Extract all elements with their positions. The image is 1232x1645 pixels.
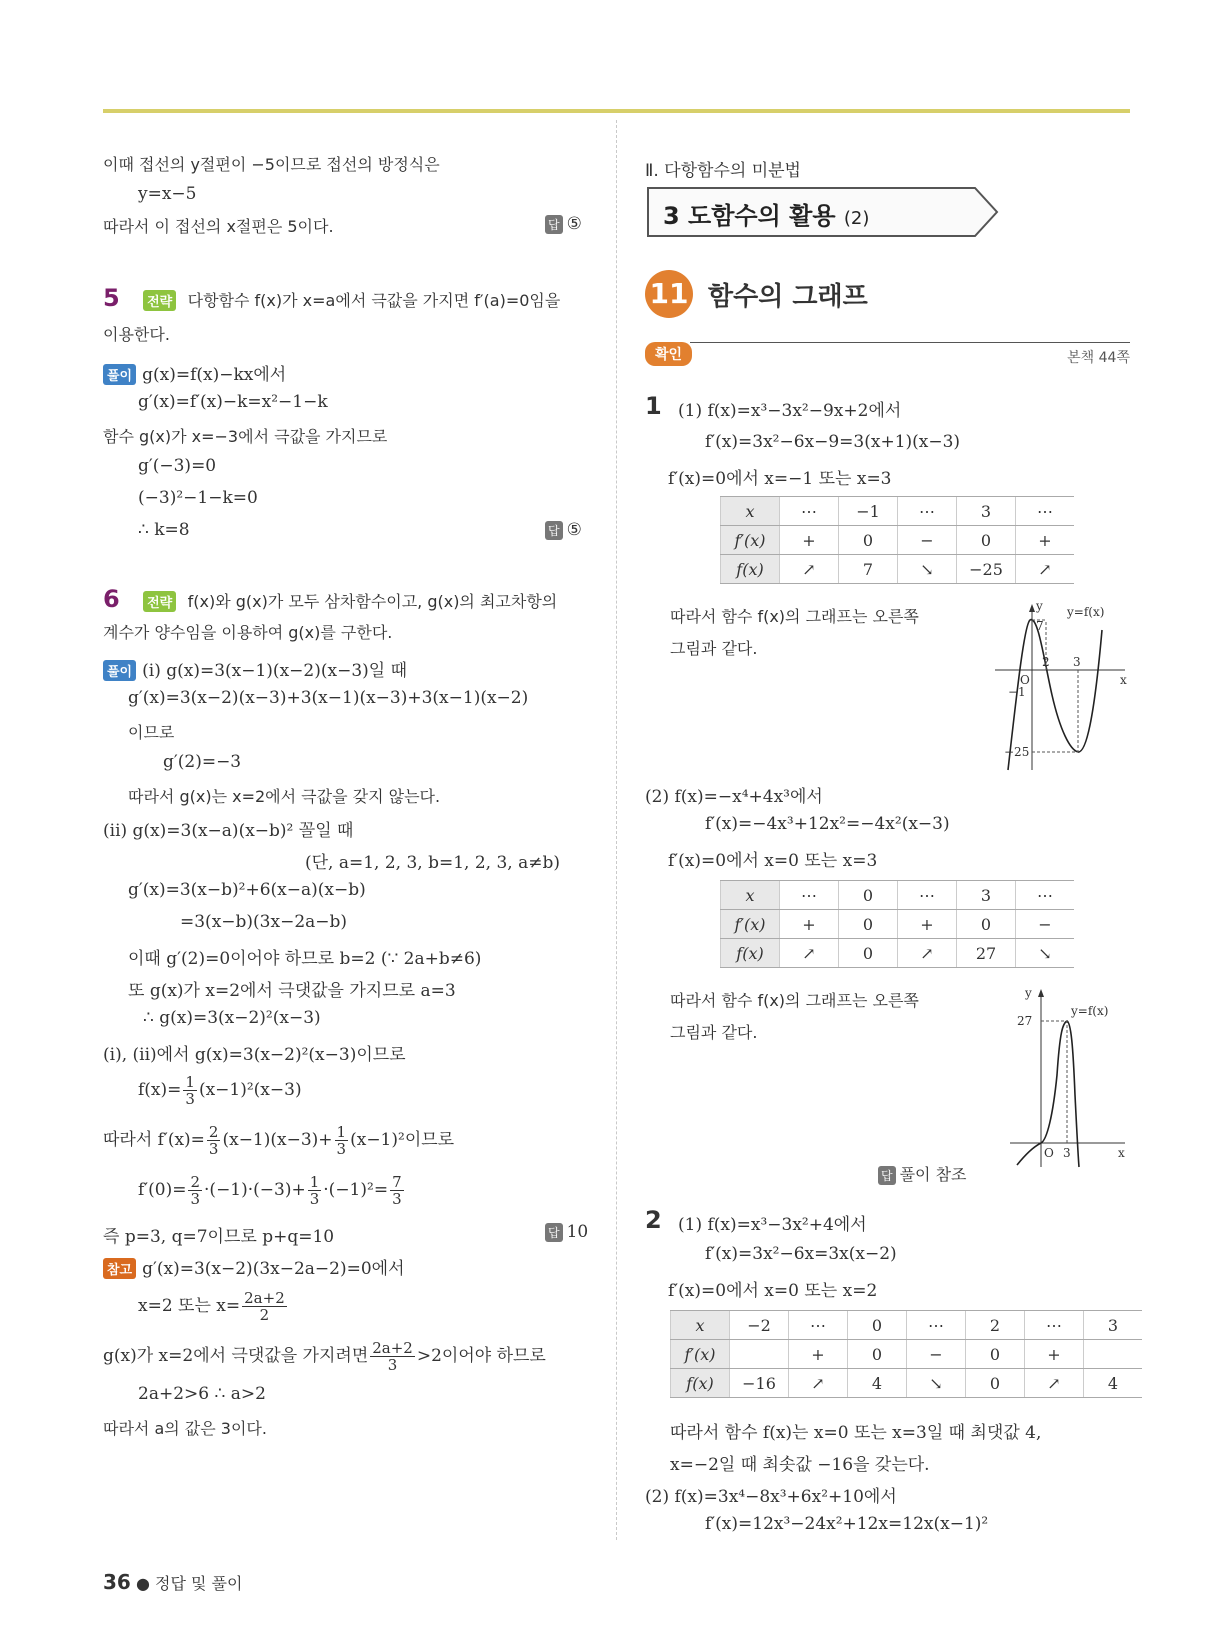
value-label: −1 [1008,685,1026,699]
table-cell: 0 [848,1340,907,1369]
table-cell: ↗ [1016,555,1075,584]
solution-line: (ii) g(x)=3(x−a)(x−b)² 꼴일 때 [103,821,354,841]
value-label: −25 [1004,745,1030,759]
table-cell: −25 [957,555,1016,584]
answer-label: 답 [878,1166,896,1185]
y-label: y [1025,986,1032,1000]
solution-text: (i) g(x)=3(x−1)(x−2)(x−3)일 때 [142,661,408,681]
table-cell: x [721,497,780,526]
solution-line: 이므로 [128,723,175,742]
solution-line: g′(2)=−3 [163,752,242,772]
table-cell: 0 [957,910,1016,939]
fprime-expression [103,1124,454,1157]
value-label: 3 [1073,655,1081,669]
problem-number: 6 [103,585,120,613]
answer-mark [545,214,582,234]
solution-line: (2) f(x)=−x⁴+4x³에서 [645,787,823,807]
answer-mark [545,1222,588,1242]
fraction [188,1174,202,1207]
table-cell: 0 [966,1340,1025,1369]
expr-part: (x−1)(x−3)+ [222,1130,333,1150]
fraction [242,1290,287,1323]
topic-number: 11 [645,270,693,318]
table-cell: ↘ [1016,939,1075,968]
table-cell: x [721,881,780,910]
table-cell: ⋯ [789,1311,848,1340]
solution-line: ∴ k=8 [138,520,190,540]
table-cell: 3 [957,881,1016,910]
solution-line: ∴ g(x)=3(x−2)²(x−3) [143,1008,321,1028]
y-label: y [1036,600,1043,613]
section-title-text: 3 도함수의 활용 [663,202,836,230]
denominator: 3 [190,1190,201,1208]
table-cell [730,1340,789,1369]
numerator: 2a+2 [244,1289,285,1307]
expr-part: >2이어야 하므로 [416,1346,546,1366]
table-cell: ↘ [898,555,957,584]
table-cell: ↘ [907,1369,966,1398]
section-title [663,196,869,231]
table-row [671,1311,1143,1340]
table-cell: 27 [957,939,1016,968]
numerator: 2a+2 [372,1339,413,1357]
table-cell: + [1025,1340,1084,1369]
table-cell: ⋯ [1025,1311,1084,1340]
table-cell: f′(x) [721,526,780,555]
column-divider [616,120,617,1540]
solution-line: (1) f(x)=x³−3x²−9x+2에서 [678,401,902,421]
table-cell: ⋯ [1016,497,1075,526]
table-row [721,910,1075,939]
solution-line: 함수 g(x)가 x=−3에서 극값을 가지므로 [103,427,388,446]
table-row [721,555,1075,584]
solution-line: 이때 g′(2)=0이어야 하므로 b=2 (∵ 2a+b≠6) [128,949,482,969]
answer-value: 풀이 참조 [899,1165,967,1184]
denominator: 3 [185,1090,195,1108]
section-subtitle: (2) [843,208,870,229]
numerator: 1 [336,1123,347,1141]
table-cell: −1 [839,497,898,526]
f-expression [138,1074,302,1107]
solution-line: 따라서 함수 f(x)는 x=0 또는 x=3일 때 최댓값 4, [670,1423,1042,1443]
table-cell: 4 [1084,1369,1143,1398]
fraction [370,1340,415,1373]
table-cell: ⋯ [1016,881,1075,910]
graph-2 [1005,985,1130,1170]
table-cell: 7 [839,555,898,584]
graph-1 [990,600,1130,775]
problem-number: 2 [645,1206,662,1234]
solution-line [103,656,407,681]
graph-text: 그림과 같다. [670,639,758,658]
expr-part: f′(0)= [138,1180,187,1200]
value-label: 2 [1042,655,1050,669]
book-reference: 본책 44쪽 [1067,350,1130,366]
graph-text: 따라서 함수 f(x)의 그래프는 오른쪽 [670,991,919,1010]
problem-number: 5 [103,284,120,312]
answer-mark [878,1162,967,1185]
solution-text: g(x)=f(x)−kx에서 [142,365,287,385]
intro-line: y=x−5 [138,184,197,204]
answer-label: 답 [545,215,563,234]
table-cell: −2 [730,1311,789,1340]
table-cell: f(x) [721,939,780,968]
numerator: 7 [392,1173,402,1191]
table-cell: 0 [839,910,898,939]
strategy-text: 계수가 양수임을 이용하여 g(x)를 구한다. [103,623,393,642]
solution-line: f′(x)=−4x³+12x²=−4x²(x−3) [705,814,950,834]
y-arrow-icon [1029,604,1035,612]
answer-label: 답 [545,1223,563,1242]
table-cell: −16 [730,1369,789,1398]
answer-value: ⑤ [566,214,582,234]
table-cell: ↗ [1025,1369,1084,1398]
problem-5-header [103,284,560,312]
sign-table-2 [720,880,1074,968]
table-cell: 0 [839,526,898,555]
confirm-badge: 확인 [645,342,692,366]
reference-badge: 참고 [103,1258,136,1279]
denominator: 3 [336,1140,347,1158]
origin-label: O [1020,673,1030,687]
graph-text: 따라서 함수 f(x)의 그래프는 오른쪽 [670,607,919,626]
reference-line: 따라서 a의 값은 3이다. [103,1419,267,1438]
solution-line: f′(x)=3x²−6x=3x(x−2) [705,1244,897,1264]
reference-line [103,1254,405,1279]
table-cell: f′(x) [721,910,780,939]
table-cell: x [671,1311,730,1340]
value-label: 3 [1063,1146,1071,1160]
table-cell: 0 [966,1369,1025,1398]
table-cell: ⋯ [907,1311,966,1340]
numerator: 2 [208,1123,219,1141]
table-cell: − [898,526,957,555]
fraction [183,1074,197,1107]
table-cell: + [780,526,839,555]
numerator: 1 [185,1073,195,1091]
table-cell: ⋯ [898,881,957,910]
table-cell: ⋯ [898,497,957,526]
table-cell: − [1016,910,1075,939]
table-cell: f′(x) [671,1340,730,1369]
denominator: 3 [309,1190,320,1208]
func-label: y=f(x) [1071,1004,1109,1018]
table-row [721,881,1075,910]
problem-number: 1 [645,392,662,420]
table-cell: 3 [957,497,1016,526]
solution-line: (−3)²−1−k=0 [138,488,258,508]
solution-line: 또 g(x)가 x=2에서 극댓값을 가지므로 a=3 [128,981,456,1001]
reference-line: 2a+2>6 ∴ a>2 [138,1384,266,1404]
table-row [721,497,1075,526]
footer-label: 정답 및 풀이 [155,1574,243,1593]
solution-line: g′(x)=f′(x)−k=x²−1−k [138,392,328,412]
solution-line: x=−2일 때 최솟값 −16을 갖는다. [670,1455,930,1475]
fraction [308,1174,322,1207]
table-cell: f(x) [671,1369,730,1398]
sign-table-1 [720,496,1074,584]
y-arrow-icon [1038,989,1044,997]
solution-line: (1) f(x)=x³−3x²+4에서 [678,1215,867,1235]
table-row [671,1369,1143,1398]
expr-part: x=2 또는 x= [138,1296,241,1316]
solution-line: =3(x−b)(3x−2a−b) [180,912,348,932]
table-cell: ↗ [780,555,839,584]
expr-part: ·(−1)·(−3)+ [204,1180,306,1200]
table-cell: + [789,1340,848,1369]
table-row [721,939,1075,968]
chapter-title: Ⅱ. 다항함수의 미분법 [645,161,801,181]
fraction [390,1174,404,1207]
strategy-text: 다항함수 f(x)가 x=a에서 극값을 가지면 f′(a)=0임을 [187,291,561,310]
answer-value: ⑤ [566,520,582,540]
solution-line: g′(x)=3(x−2)(x−3)+3(x−1)(x−3)+3(x−1)(x−2) [128,688,529,708]
expr-part: 따라서 f′(x)= [103,1130,205,1150]
numerator: 2 [190,1173,201,1191]
table-cell: 0 [839,939,898,968]
fraction [207,1124,221,1157]
table-cell: 2 [966,1311,1025,1340]
table-cell: 0 [848,1311,907,1340]
answer-value: 10 [566,1222,589,1242]
intro-line: 따라서 이 접선의 x절편은 5이다. [103,217,334,236]
reference-text: g′(x)=3(x−2)(3x−2a−2)=0에서 [142,1259,405,1279]
value-label: 27 [1017,1014,1033,1028]
intro-line: 이때 접선의 y절편이 −5이므로 접선의 방정식은 [103,155,440,174]
table-cell: ⋯ [780,881,839,910]
solution-line: f′(x)=12x³−24x²+12x=12x(x−1)² [705,1514,989,1534]
table-cell: 0 [957,526,1016,555]
table-cell: + [898,910,957,939]
table-cell: − [907,1340,966,1369]
reference-line [103,1340,546,1373]
table-cell: ↗ [780,939,839,968]
top-rule [103,109,1130,113]
solution-line: f′(x)=0에서 x=−1 또는 x=3 [668,469,892,489]
denominator: 2 [259,1306,270,1324]
table-cell: 0 [839,881,898,910]
solution-line: g′(−3)=0 [138,456,217,476]
table-cell: ↗ [898,939,957,968]
strategy-badge: 전략 [143,591,176,612]
pq-line: 즉 p=3, q=7이므로 p+q=10 [103,1227,335,1247]
confirm-rule [690,342,1130,343]
func-label: y=f(x) [1067,605,1105,619]
answer-label: 답 [545,521,563,540]
denominator: 3 [208,1140,219,1158]
topic-title: 함수의 그래프 [708,282,868,312]
table-row [721,526,1075,555]
solution-line: (i), (ii)에서 g(x)=3(x−2)²(x−3)이므로 [103,1045,406,1065]
table-cell: + [780,910,839,939]
expr-part: ·(−1)²= [323,1180,389,1200]
solution-line: 따라서 g(x)는 x=2에서 극값을 갖지 않는다. [128,787,441,806]
table-cell: ↗ [789,1369,848,1398]
denominator: 3 [392,1190,402,1208]
table-cell: 4 [848,1369,907,1398]
fraction [335,1124,349,1157]
solution-line: f′(x)=0에서 x=0 또는 x=2 [668,1281,878,1301]
expr-part: g(x)가 x=2에서 극댓값을 가지려면 [103,1346,369,1366]
expr-part: (x−1)²(x−3) [198,1080,302,1100]
table-cell [1084,1340,1143,1369]
solution-line: (단, a=1, 2, 3, b=1, 2, 3, a≠b) [305,853,561,873]
solution-badge: 풀이 [103,660,136,681]
graph-text: 그림과 같다. [670,1023,758,1042]
sign-table-3 [670,1310,1142,1398]
table-cell: ⋯ [780,497,839,526]
strategy-text: 이용한다. [103,325,170,344]
footer-dot-icon: ● [135,1574,150,1593]
numerator: 1 [309,1173,320,1191]
page-number: 36 [103,1570,131,1594]
origin-label: O [1044,1146,1054,1160]
fprime0-expression [138,1174,406,1207]
problem-6-header [103,585,557,613]
expr-part: f(x)= [138,1080,182,1100]
strategy-badge: 전략 [143,290,176,311]
denominator: 3 [387,1356,398,1374]
table-cell: 3 [1084,1311,1143,1340]
value-label: 7 [1036,619,1044,633]
x-label: x [1118,1146,1125,1160]
table-cell: f(x) [721,555,780,584]
solution-line: f′(x)=3x²−6x−9=3(x+1)(x−3) [705,432,961,452]
reference-line [138,1290,289,1323]
table-cell: + [1016,526,1075,555]
solution-line: f′(x)=0에서 x=0 또는 x=3 [668,851,878,871]
page-footer [103,1570,242,1594]
solution-line [103,360,286,385]
expr-part: (x−1)²이므로 [350,1130,455,1150]
solution-badge: 풀이 [103,364,136,385]
solution-line: g′(x)=3(x−b)²+6(x−a)(x−b) [128,880,366,900]
strategy-text: f(x)와 g(x)가 모두 삼차함수이고, g(x)의 최고차항의 [187,592,558,611]
table-row [671,1340,1143,1369]
x-label: x [1120,673,1127,687]
solution-line: (2) f(x)=3x⁴−8x³+6x²+10에서 [645,1487,897,1507]
answer-mark [545,520,582,540]
